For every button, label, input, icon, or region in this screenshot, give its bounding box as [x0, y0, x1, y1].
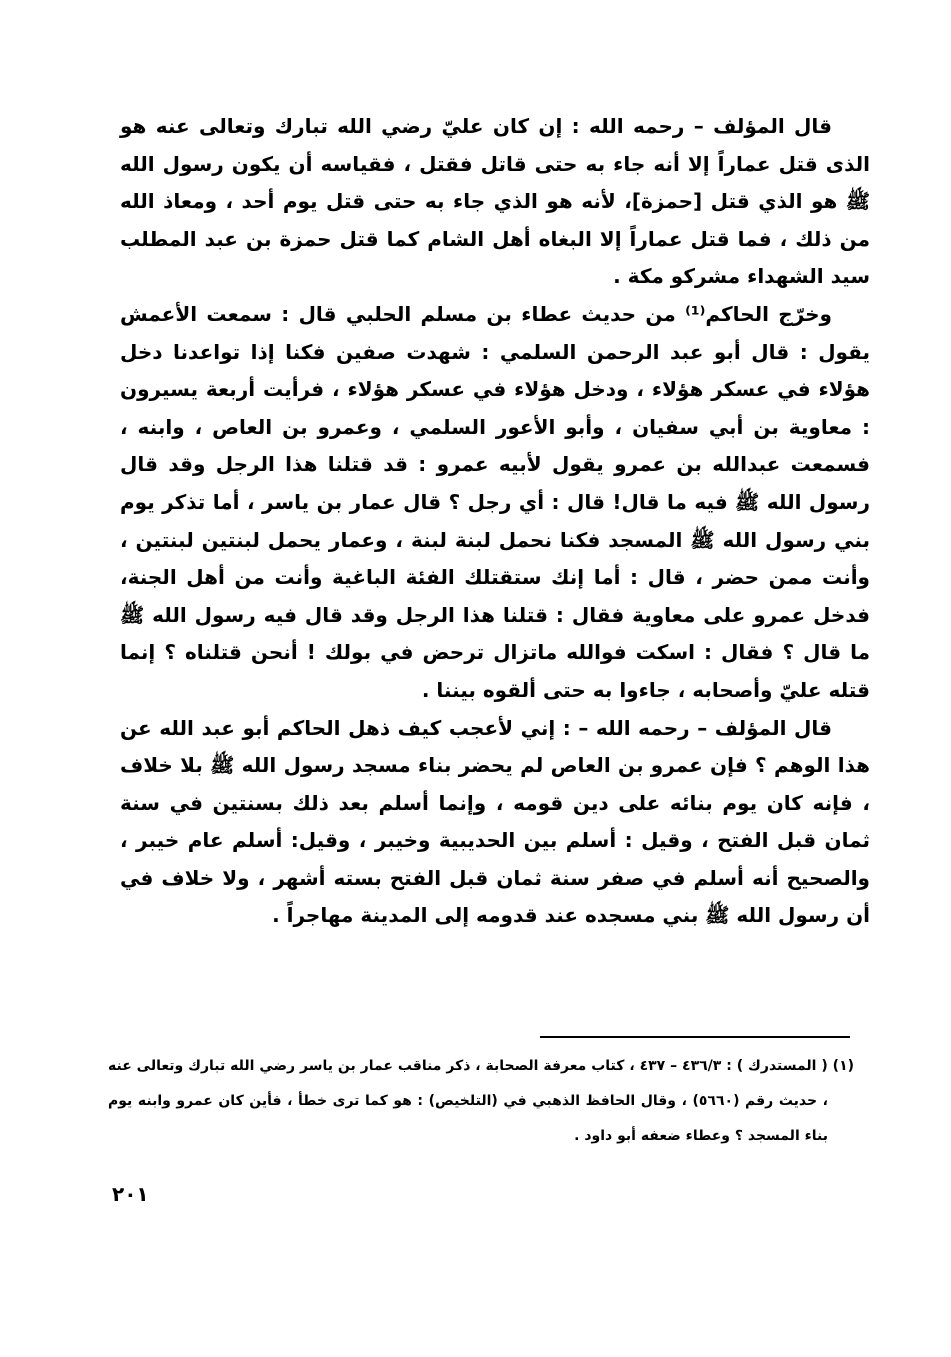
paragraph-hakim-narration: وخرّج الحاكم⁽¹⁾ من حديث عطاء بن مسلم الحلبي قال : سمعت الأعمش يقول : قال أبو عبد الرحمن السلمي : شهدت صفين فكنا إذا تواعدنا دخل هؤلاء في عسكر هؤلاء ، ودخل هؤلاء في عسكر هؤلاء ، فرأيت أربعة يسيرون : معاوية بن أبي سفيان ، وأبو الأعور السلمي ، وعمرو بن العاص ، وابنه ، فسمعت عبدالله بن عمرو يقول لأبيه عمرو : قد قتلنا هذا الرجل وقد قال رسول الله ﷺ فيه ما قال! قال : أي رجل ؟ قال عمار بن ياسر ، أما تذكر يوم بني رسول الله ﷺ المسجد فكنا نحمل لبنة لبنة ، وعمار يحمل لبنتين لبنتين ، وأنت ممن حضر ، قال : أما إنك ستقتلك الفئة الباغية وأنت من أهل الجنة، فدخل عمرو على معاوية فقال : قتلنا هذا الرجل وقد قال فيه رسول الله ﷺ ما قال ؟ فقال : اسكت فوالله ماتزال ترحض في بولك ! أنحن قتلناه ؟ إنما قتله عليّ وأصحابه ، جاءوا به حتى ألقوه بيننا .	[120, 301, 870, 702]
paragraph-author-comment-1: قال المؤلف – رحمه الله : إن كان عليّ رضي الله تبارك وتعالى عنه هو الذى قتل عماراً إلا أنه جاء به حتى قاتل فقتل ، فقياسه أن يكون رسول الله ﷺ هو الذي قتل [حمزة]، لأنه هو الذي جاء به حتى قتل يوم أحد ، ومعاذ الله من ذلك ، فما قتل عماراً إلا البغاه أهل الشام كما قتل حمزة بن عبد المطلب سيد الشهداء مشركو مكة .	[120, 114, 870, 289]
footnote-divider	[540, 1036, 850, 1038]
footnote-1: (١) ( المستدرك ) : ٤٣٦/٣ – ٤٣٧ ، كتاب معرفة الصحابة ، ذكر مناقب عمار بن ياسر رضي الله تبارك وتعالى عنه ، حديث رقم (٥٦٦٠) ، وقال الحافظ الذهبي في (التلخيص) : هو كما ترى خطأ ، فأين كان عمرو وابنه يوم بناء المسجد ؟ وعطاء ضعفه أبو داود .	[108, 1058, 855, 1144]
footnotes-section	[108, 1049, 854, 1154]
page-number: ٢٠١	[112, 1182, 149, 1206]
main-text-body	[120, 108, 870, 935]
paragraph-author-comment-2: قال المؤلف – رحمه الله – : إني لأعجب كيف ذهل الحاكم أبو عبد الله عن هذا الوهم ؟ فإن عمرو بن العاص لم يحضر بناء مسجد رسول الله ﷺ بلا خلاف ، فإنه كان يوم بنائه على دين قومه ، وإنما أسلم بعد ذلك بسنتين في سنة ثمان قبل الفتح ، وقيل : أسلم بين الحديبية وخيبر ، وقيل: أسلم عام خيبر ، والصحيح أنه أسلم في صفر سنة ثمان قبل الفتح بسته أشهر ، ولا خلاف في أن رسول الله ﷺ بني مسجده عند قدومه إلى المدينة مهاجراً .	[120, 715, 870, 928]
